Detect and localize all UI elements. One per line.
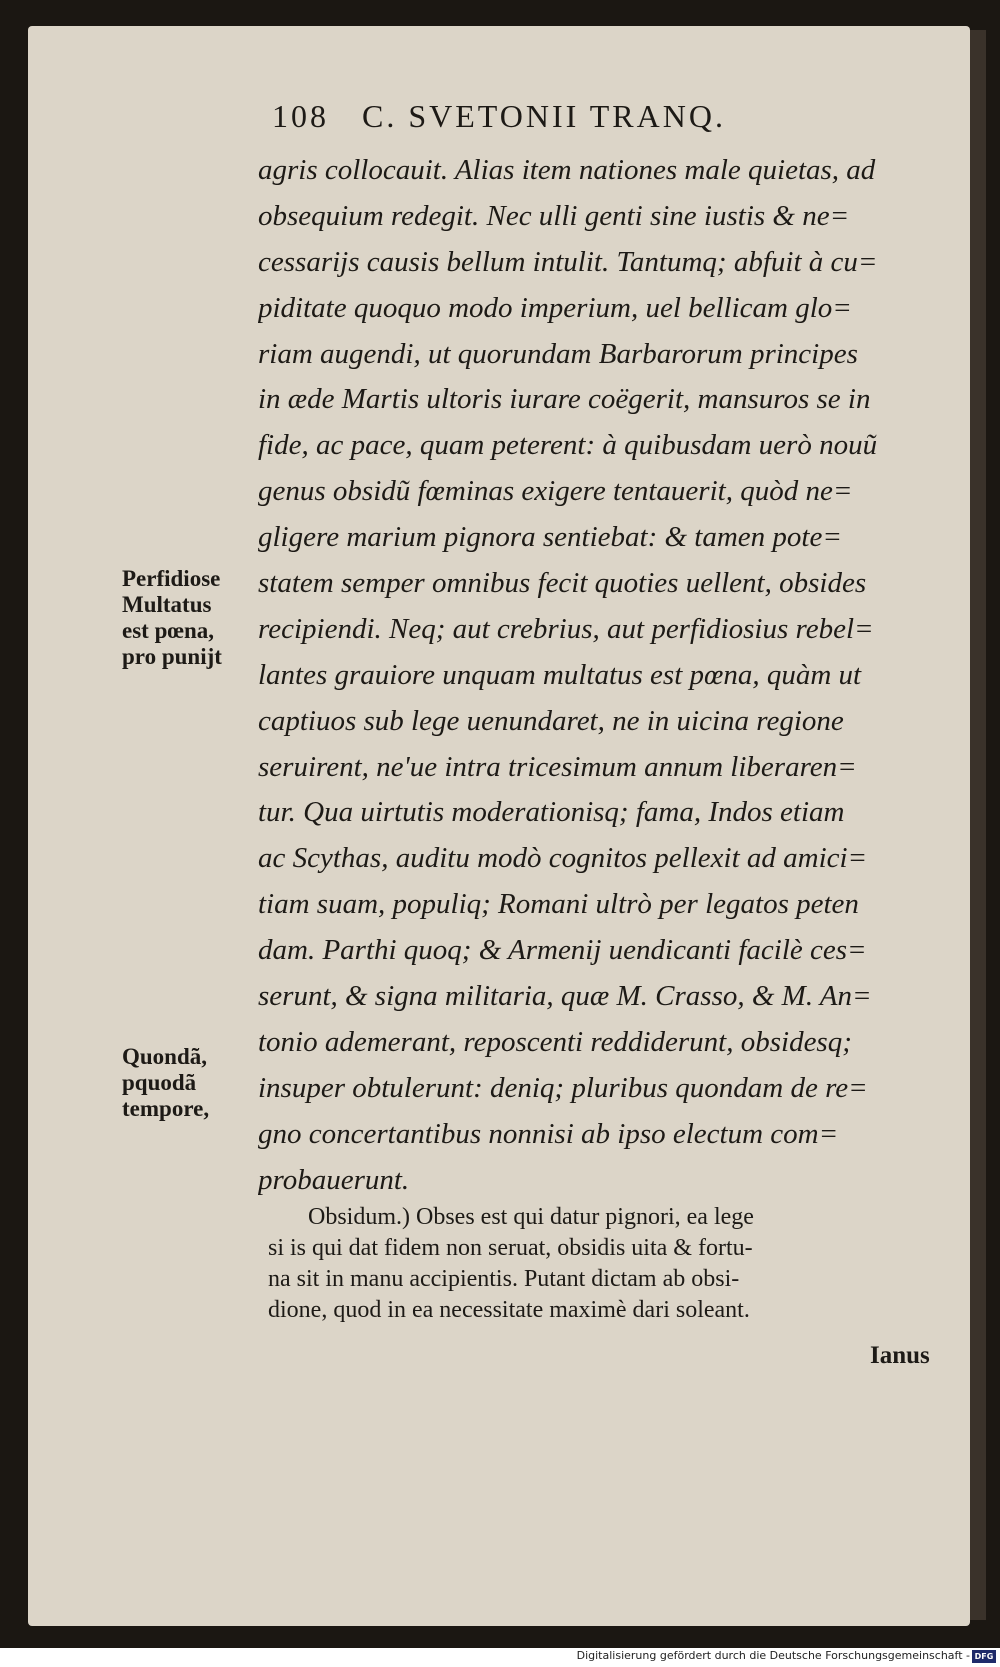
text-line: recipiendi. Neq; aut crebrius, aut perfidiosius rebel= [258,612,874,645]
text-line: probauerunt. [258,1163,410,1196]
text-line: insuper obtulerunt: deniq; pluribus quondam de re= [258,1071,868,1104]
text-line: lantes grauiore unquam multatus est pœna, quàm ut [258,658,862,691]
main-text [258,148,938,1203]
margin-note-quondam [122,1044,262,1122]
note-line: Obsidum.) Obses est qui datur pignori, ea lege [308,1204,754,1230]
text-line: cessarijs causis bellum intulit. Tantumq; abfuit à cu= [258,245,878,278]
margin-note-line: Multatus [122,592,212,617]
text-line: seruirent, ne'ue intra tricesimum annum liberaren= [258,750,857,783]
page-number: 108 [272,98,329,134]
catchword: Ianus [870,1342,930,1369]
margin-note-perfidiose [122,566,262,670]
dfg-logo: DFG [972,1650,996,1663]
text-line: tiam suam, populiq; Romani ultrò per legatos peten [258,888,859,921]
text-line: tur. Qua uirtutis moderationisq; fama, Indos etiam [258,796,845,829]
text-line: fide, ac pace, quam peterent: à quibusdam uerò nouũ [258,429,878,462]
text-line: in æde Martis ultoris iurare coëgerit, mansuros se in [258,383,871,416]
text-line: serunt, & signa militaria, quæ M. Crasso, & M. An= [258,980,872,1013]
text-line: statem semper omnibus fecit quoties uellent, obsides [258,567,867,600]
text-line: piditate quoquo modo imperium, uel bellicam glo= [258,291,852,324]
page-edge [968,30,986,1620]
margin-note-line: est pœna, [122,618,215,643]
note-line: dione, quod in ea necessitate maximè dari soleant. [268,1297,750,1323]
text-line: gno concertantibus nonnisi ab ipso electum com= [258,1117,839,1150]
text-line: ac Scythas, auditu modò cognitos pellexit ad amici= [258,842,868,875]
margin-note-line: Perfidiose [122,566,221,591]
text-line: obsequium redegit. Nec ulli genti sine iustis & ne= [258,199,850,232]
text-line: riam augendi, ut quorundam Barbarorum principes [258,337,858,370]
margin-note-line: pro punijt [122,644,222,669]
text-line: dam. Parthi quoq; & Armenij uendicanti facilè ces= [258,934,867,967]
running-title: C. SVETONII TRANQ. [362,98,726,134]
running-head [272,98,872,144]
text-line: tonio ademerant, reposcenti reddiderunt, obsidesq; [258,1025,852,1058]
margin-note-line: tempore, [122,1096,210,1121]
margin-note-line: pquodã [122,1070,197,1095]
funding-credit: Digitalisierung gefördert durch die Deutsche Forschungsgemeinschaft - [576,1649,970,1662]
footer-bar [0,1648,1000,1667]
note-line: si is qui dat fidem non seruat, obsidis uita & fortu- [268,1235,753,1261]
text-line: gligere marium pignora sentiebat: & tamen pote= [258,521,842,554]
note-line: na sit in manu accipientis. Putant dictam ab obsi- [268,1266,740,1292]
text-line: captiuos sub lege uenundaret, ne in uicina regione [258,704,844,737]
text-line: genus obsidũ fœminas exigere tentauerit, quòd ne= [258,475,853,508]
margin-note-line: Quondã, [122,1044,208,1069]
text-line: agris collocauit. Alias item nationes male quietas, ad [258,154,876,186]
commentary-note [268,1202,948,1326]
